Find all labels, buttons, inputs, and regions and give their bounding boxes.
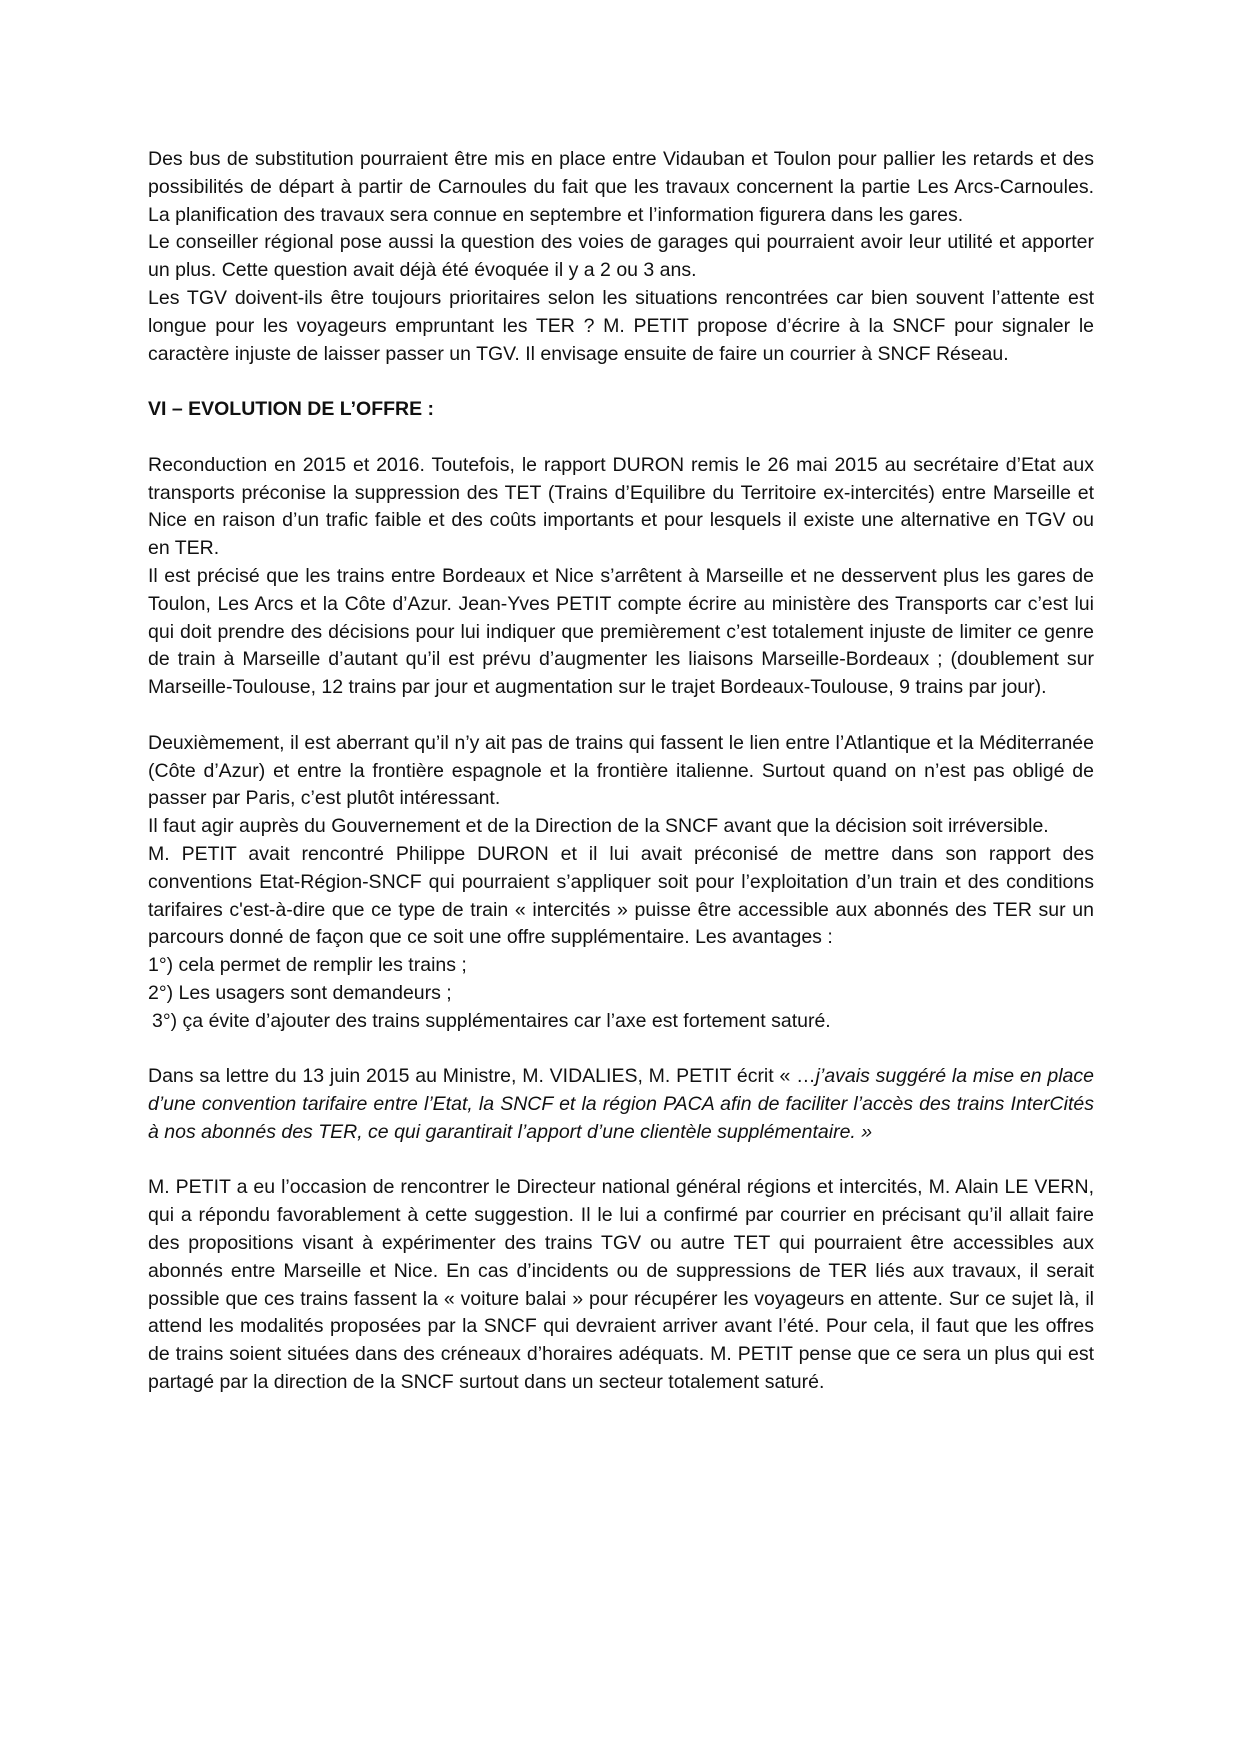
paragraph-tgv-prioritaires: Les TGV doivent-ils être toujours prioritaires selon les situations rencontrées car bien souvent l’attente est longue pour les voyageurs empruntant les TER ? M. PETIT propose d’écrire à la SNCF pour signaler le caractère injuste de laisser passer un TGV. Il envisage ensuite de faire un courrier à SNCF Réseau. bbox=[148, 286, 1094, 365]
list-item-1: 1°) cela permet de remplir les trains ; bbox=[148, 954, 467, 977]
paragraph-duron: M. PETIT avait rencontré Philippe DURON et il lui avait préconisé de mettre dans son rapport des conventions Etat-Région-SNCF qui pourraient s’appliquer soit pour l’exploitation d’un train et des conditions tarifaires c'est-à-dire que ce type de train « intercités » puisse être accessible aux abonnés des TER sur un parcours donné de façon que ce soit une offre supplémentaire. Les avantages : bbox=[148, 842, 1094, 949]
spacer bbox=[148, 1147, 1094, 1175]
letter-quote-text: j’avais suggéré la mise en place d’une convention tarifaire entre l’Etat, la SNCF et la région PACA afin de faciliter l’accès des trains InterCités à nos abonnés des TER, ce qui garantirait l’apport d’une clientèle supplémentaire. » bbox=[148, 1065, 1094, 1143]
spacer bbox=[148, 368, 1094, 396]
spacer bbox=[148, 424, 1094, 452]
list-item-3: 3°) ça évite d’ajouter des trains supplémentaires car l’axe est fortement saturé. bbox=[152, 1009, 831, 1032]
paragraph-le-vern: M. PETIT a eu l’occasion de rencontrer le Directeur national général régions et intercités, M. Alain LE VERN, qui a répondu favorablement à cette suggestion. Il le lui a confirmé par courrier en précisant qu’il allait faire des propositions visant à expérimenter des trains TGV ou autre TET qui pourraient être accessibles aux abonnés entre Marseille et Nice. En cas d’incidents ou de suppressions de TER liés aux travaux, il serait possible que ces trains fassent la « voiture balai » pour récupérer les voyageurs en attente. Sur ce sujet là, il attend les modalités proposées par la SNCF qui devraient arriver avant l’été. Pour cela, il faut que les offres de trains soient situées dans des créneaux d’horaires adéquats. M. PETIT pense que ce sera un plus qui est partagé par la direction de la SNCF surtout dans un secteur totalement saturé. bbox=[148, 1176, 1094, 1394]
document-page bbox=[148, 146, 1094, 1397]
paragraph-agir: Il faut agir auprès du Gouvernement et de la Direction de la SNCF avant que la décision soit irréversible. bbox=[148, 815, 1049, 838]
section-heading: VI – EVOLUTION DE L’OFFRE : bbox=[148, 398, 435, 421]
spacer bbox=[148, 702, 1094, 730]
paragraph-bordeaux-nice: Il est précisé que les trains entre Bordeaux et Nice s’arrêtent à Marseille et ne desservent plus les gares de Toulon, Les Arcs et la Côte d’Azur. Jean-Yves PETIT compte écrire au ministère des Transports car c’est lui qui doit prendre des décisions pour lui indiquer que premièrement c’est totalement injuste de limiter ce genre de train à Marseille d’autant qu’il est prévu d’augmenter les liaisons Marseille-Bordeaux ; (doublement sur Marseille-Toulouse, 12 trains par jour et augmentation sur le trajet Bordeaux-Toulouse, 9 trains par jour). bbox=[148, 564, 1094, 699]
paragraph-voies-garages: Le conseiller régional pose aussi la question des voies de garages qui pourraient avoir leur utilité et apporter un plus. Cette question avait déjà été évoquée il y a 2 ou 3 ans. bbox=[148, 231, 1094, 282]
paragraph-bus-substitution: Des bus de substitution pourraient être mis en place entre Vidauban et Toulon pour pallier les retards et des possibilités de départ à partir de Carnoules du fait que les travaux concernent la partie Les Arcs-Carnoules. La planification des travaux sera connue en septembre et l’information figurera dans les gares. bbox=[148, 148, 1094, 226]
paragraph-reconduction: Reconduction en 2015 et 2016. Toutefois, le rapport DURON remis le 26 mai 2015 au secrétaire d’Etat aux transports préconise la suppression des TET (Trains d’Equilibre du Territoire ex-intercités) entre Marseille et Nice en raison d’un trafic faible et des coûts importants et pour lesquels il existe une alternative en TGV ou en TER. bbox=[148, 453, 1094, 560]
spacer bbox=[148, 1036, 1094, 1064]
list-item-2: 2°) Les usagers sont demandeurs ; bbox=[148, 981, 452, 1004]
paragraph-lettre-ministre bbox=[148, 1063, 1094, 1146]
letter-intro-text: Dans sa lettre du 13 juin 2015 au Ministre, M. VIDALIES, M. PETIT écrit « … bbox=[148, 1065, 816, 1088]
paragraph-deuxiemement: Deuxièmement, il est aberrant qu’il n’y ait pas de trains qui fassent le lien entre l’Atlantique et la Méditerranée (Côte d’Azur) et entre la frontière espagnole et la frontière italienne. Surtout quand on n’est pas obligé de passer par Paris, c’est plutôt intéressant. bbox=[148, 731, 1094, 810]
